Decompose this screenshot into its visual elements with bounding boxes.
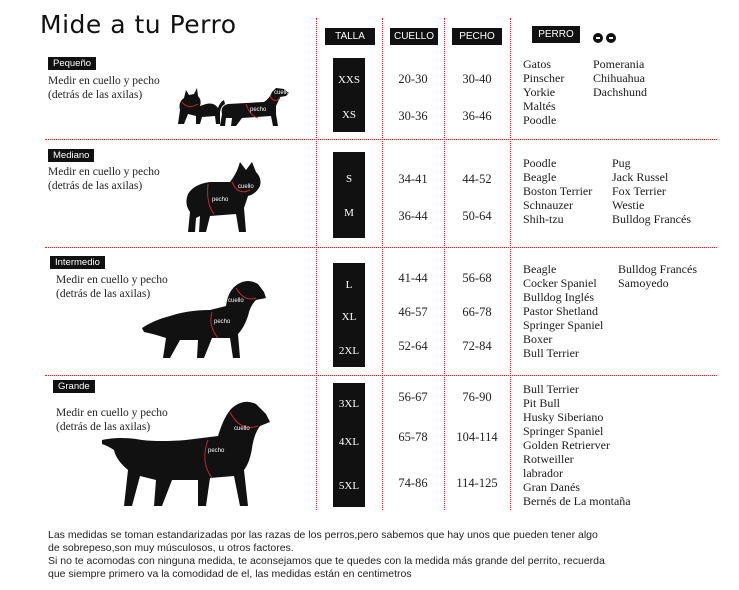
size-label: S (345, 173, 353, 185)
breed-item: Bull Terrier (523, 382, 579, 396)
size-label: 5XL (338, 480, 360, 492)
chest-value: 56-68 (462, 271, 492, 285)
header-pecho: PECHO (452, 28, 502, 45)
breed-item: Golden Retrierver (523, 438, 610, 452)
breed-item: Beagle (523, 170, 557, 184)
size-label: L (345, 279, 353, 291)
chest-value: 44-52 (462, 172, 492, 186)
measure-note: (detrás de las axilas) (48, 89, 143, 101)
neck-value: 46-57 (398, 305, 428, 319)
neck-value: 56-67 (398, 390, 428, 404)
breed-item: Bernés de La montaña (523, 494, 631, 508)
chest-value: 104-114 (456, 430, 498, 444)
footer-note-line: de sobrepeso,son muy músculosos, u otros factores. (48, 542, 294, 554)
neck-label: cuello (238, 184, 254, 190)
breed-item: Westie (612, 198, 645, 212)
breed-item: Chihuahua (593, 71, 645, 85)
divider-vertical (382, 18, 383, 510)
breed-item: Springer Spaniel (523, 424, 604, 438)
breed-item: Pinscher (523, 71, 565, 85)
neck-value: 30-36 (398, 109, 428, 123)
category-badge: Mediano (48, 149, 94, 162)
page-title: Mide a tu Perro (40, 10, 237, 39)
neck-label: cuello (228, 298, 244, 304)
retriever-silhouette-icon (100, 396, 280, 511)
breed-item: Shih-tzu (523, 212, 564, 226)
size-label: 3XL (338, 398, 360, 410)
breed-item: Boston Terrier (523, 184, 593, 198)
breed-item: Rotweiller (523, 452, 574, 466)
measure-note: (detrás de las axilas) (56, 421, 151, 433)
breed-item: Poodle (523, 156, 557, 170)
size-label: XXS (337, 74, 360, 86)
breed-item: Gran Danés (523, 480, 580, 494)
neck-value: 41-44 (398, 271, 428, 285)
breed-item: Fox Terrier (612, 184, 666, 198)
breed-item: Pastor Shetland (523, 304, 598, 318)
chest-label: pecho (250, 107, 267, 113)
measure-note: (detrás de las axilas) (48, 180, 143, 192)
breed-item: Maltés (523, 99, 556, 113)
chest-value: 30-40 (462, 72, 492, 86)
divider-horizontal (45, 375, 717, 376)
measure-instruction: Medir en cuello y pecho (48, 166, 160, 178)
breed-item: Pomerania (593, 57, 645, 71)
breed-item: Beagle (523, 262, 557, 276)
breed-item: Bulldog Francés (618, 262, 697, 276)
size-label: XS (341, 109, 357, 121)
neck-value: 34-41 (398, 172, 428, 186)
size-label: 2XL (338, 345, 360, 357)
divider-horizontal (45, 247, 717, 248)
divider-horizontal (45, 139, 717, 140)
category-badge: Grande (53, 380, 95, 393)
chest-value: 72-84 (462, 339, 492, 353)
breed-item: Pit Bull (523, 396, 561, 410)
divider-vertical (444, 18, 445, 510)
chest-value: 76-90 (462, 390, 492, 404)
divider-vertical (316, 18, 317, 510)
size-label: M (344, 207, 354, 219)
breed-item: Poodle (523, 113, 557, 127)
chest-label: pecho (212, 197, 229, 203)
neck-value: 20-30 (398, 72, 428, 86)
neck-value: 74-86 (398, 476, 428, 490)
spaniel-silhouette-icon (140, 276, 270, 362)
breed-item: Husky Siberiano (523, 410, 604, 424)
chest-label: pecho (208, 448, 225, 454)
breed-item: Bull Terrier (523, 346, 579, 360)
size-bar (333, 152, 365, 238)
breed-item: Schnauzer (523, 198, 573, 212)
measure-instruction: Medir en cuello y pecho (56, 274, 168, 286)
breed-item: Gatos (523, 57, 551, 71)
size-label: 4XL (338, 436, 360, 448)
bulldog-silhouette-icon (180, 160, 270, 235)
neck-value: 65-78 (398, 430, 428, 444)
breed-item: Cocker Spaniel (523, 276, 597, 290)
neck-value: 52-64 (398, 339, 428, 353)
breed-item: Yorkie (523, 85, 556, 99)
breed-item: Springer Spaniel (523, 318, 604, 332)
divider-vertical (510, 18, 511, 510)
category-badge: Pequeño (48, 57, 96, 70)
footer-note-line: que siempre primero va la comodidad de el, las medidas están en centimetros (48, 568, 412, 580)
chest-value: 50-64 (462, 209, 492, 223)
breed-item: labrador (523, 466, 563, 480)
chest-value: 36-46 (462, 109, 492, 123)
measure-note: (detrás de las axilas) (56, 288, 151, 300)
breed-item: Boxer (523, 332, 553, 346)
neck-label: cuello (234, 426, 250, 432)
breed-item: Dachshund (593, 85, 647, 99)
header-talla: TALLA (325, 28, 375, 45)
neck-label: cuello (274, 90, 290, 96)
breed-item: Jack Russel (612, 170, 669, 184)
footer-note-line: Si no te acomodas con ninguna medida, te aconsejamos que te quedes con la medida más grande del perrito, recuerda (48, 555, 605, 567)
cat-and-dachshund-silhouette-icon (172, 80, 297, 130)
chest-label: pecho (214, 319, 231, 325)
decorative-eyes-icon (593, 30, 619, 48)
header-cuello: CUELLO (390, 28, 438, 45)
header-perro: PERRO (532, 26, 580, 43)
measure-instruction: Medir en cuello y pecho (56, 407, 168, 419)
breed-item: Bulldog Inglés (523, 290, 594, 304)
footer-note-line: Las medidas se toman estandarizadas por las razas de los perros,pero sabemos que hay unos que pueden tener algo (48, 529, 598, 541)
measure-instruction: Medir en cuello y pecho (48, 75, 160, 87)
breed-item: Pug (612, 156, 631, 170)
chest-value: 114-125 (456, 476, 498, 490)
category-badge: Intermedio (50, 256, 105, 269)
neck-value: 36-44 (398, 209, 428, 223)
breed-item: Bulldog Francés (612, 212, 691, 226)
size-label: XL (341, 311, 357, 323)
breed-item: Samoyedo (618, 276, 669, 290)
chest-value: 66-78 (462, 305, 492, 319)
